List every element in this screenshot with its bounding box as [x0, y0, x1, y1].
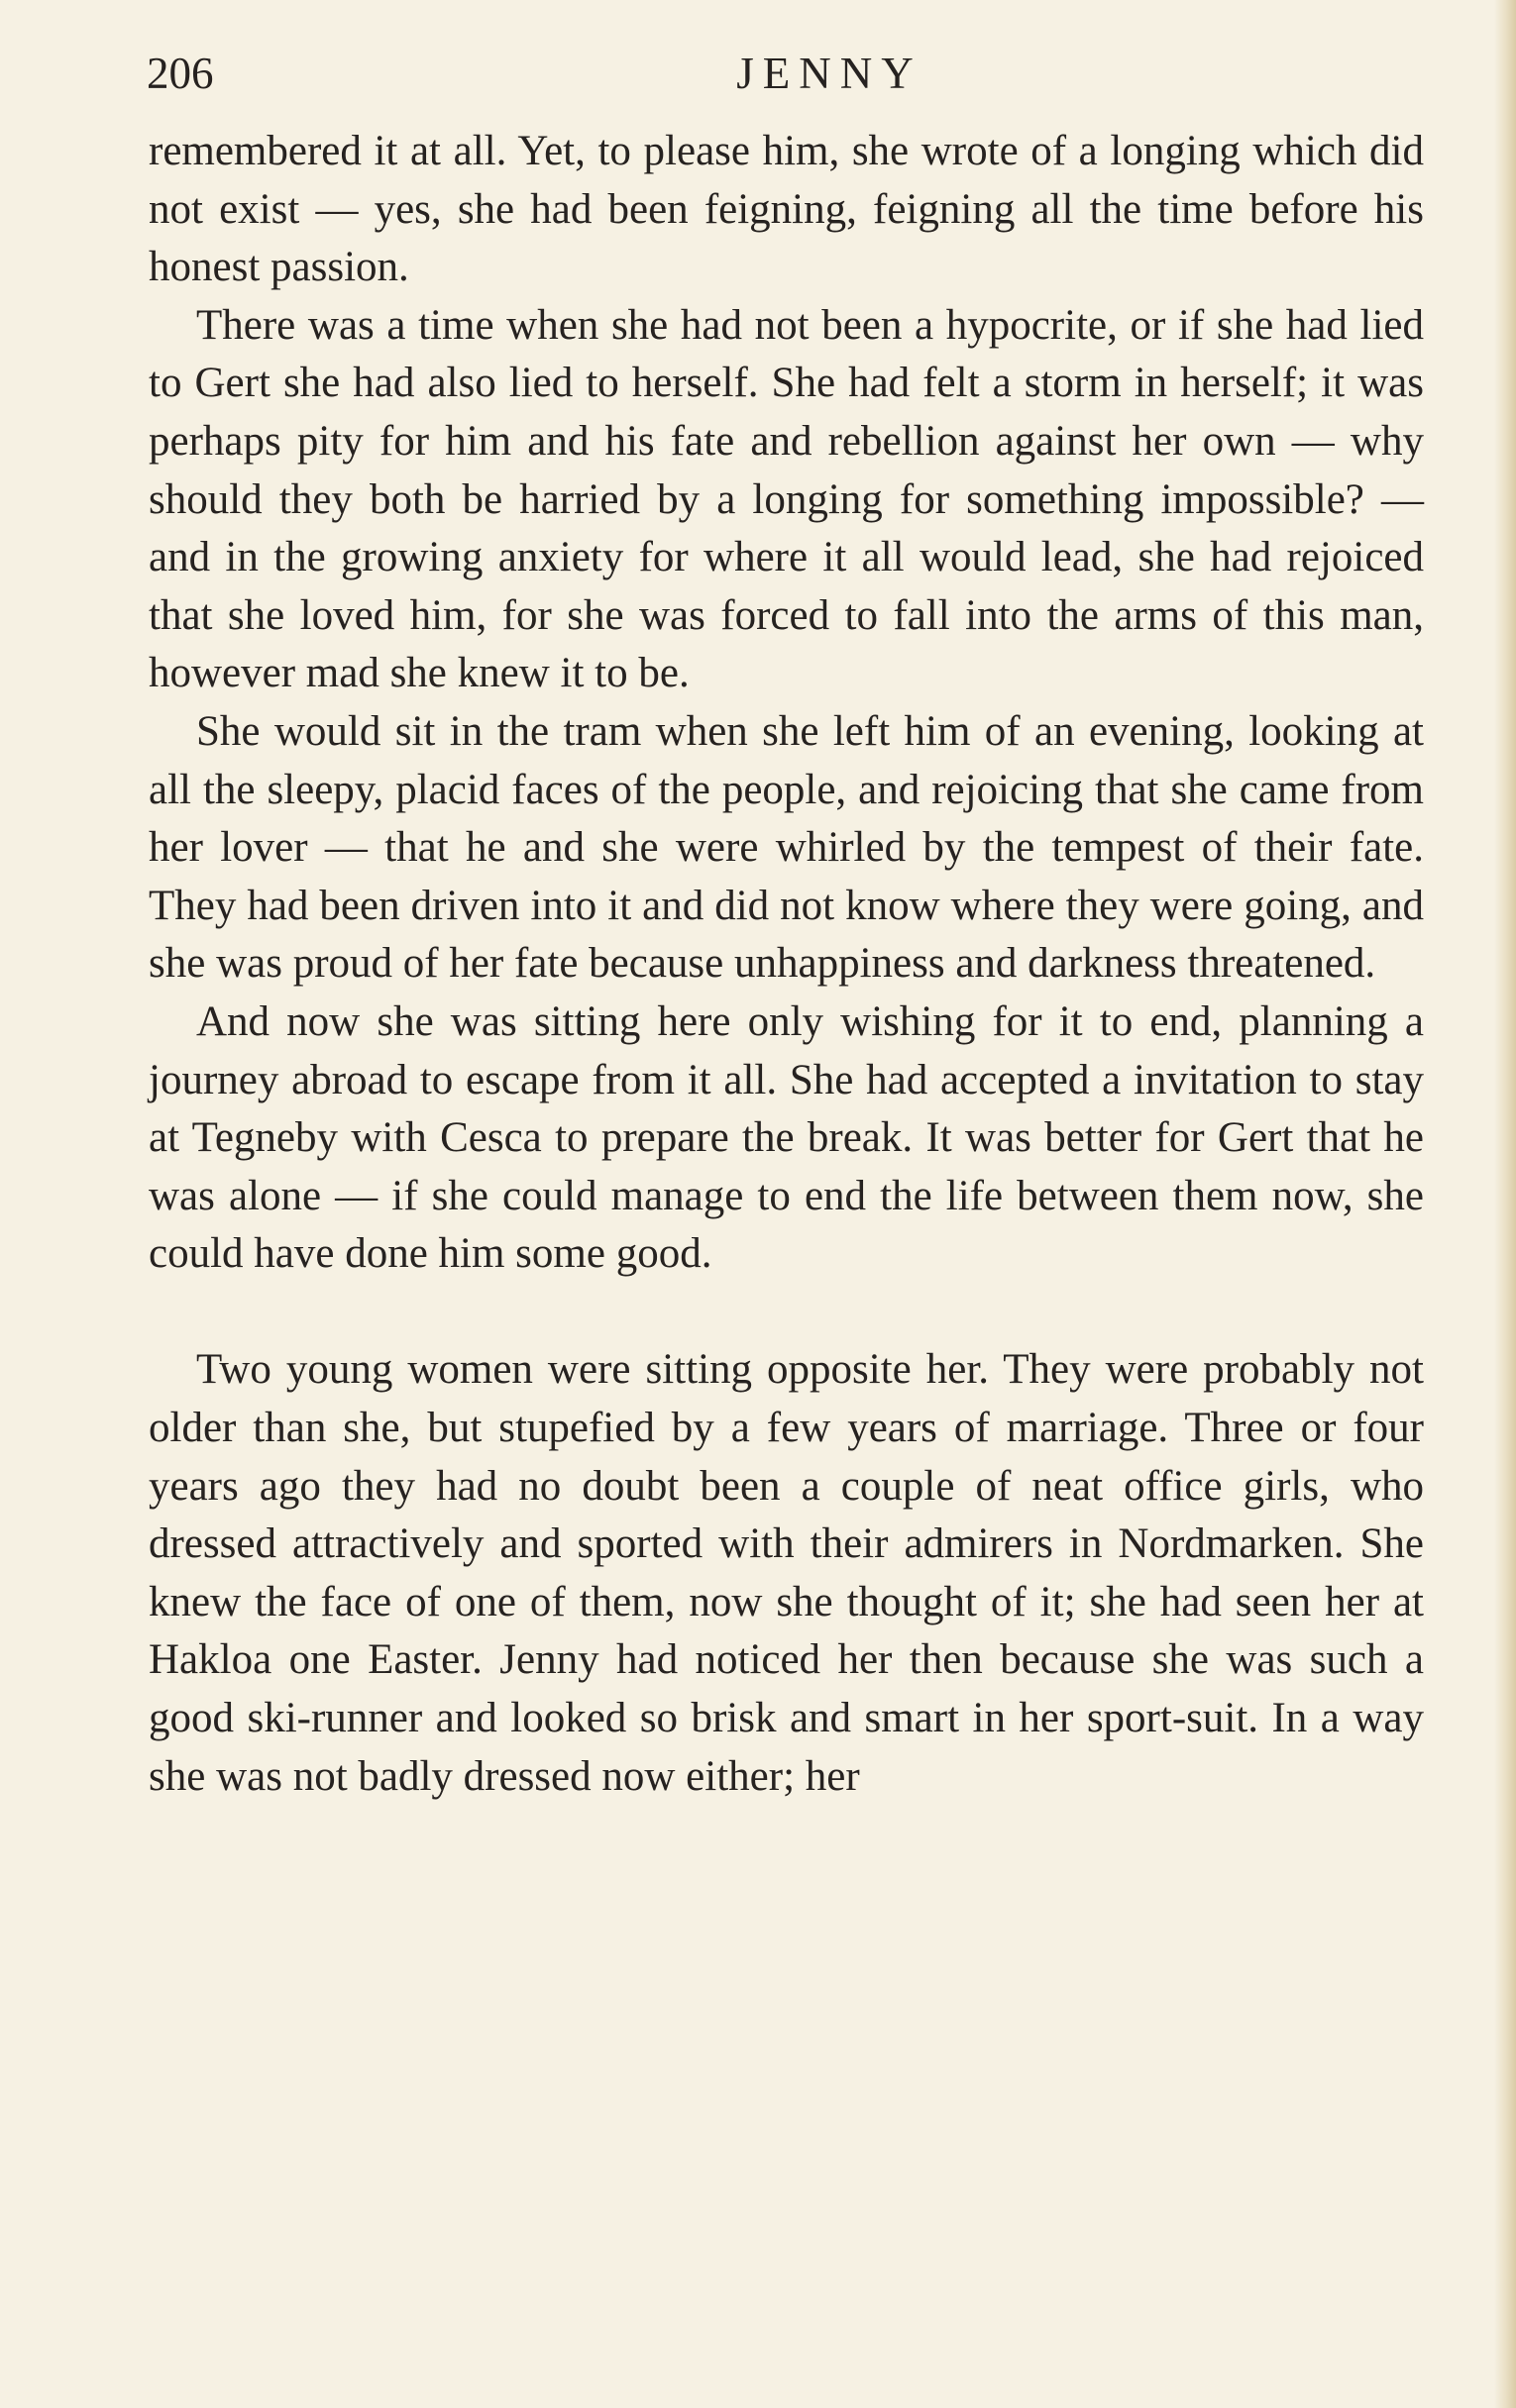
paragraph: She would sit in the tram when she left him of an evening, looking at all the sleepy, placid faces of the people, and rejoicing that she came from her lover — that he and she were whirled by the tempest of their fate. They had been driven into it and did not know where they were going, and she was proud of her fate because unhappiness and darkness threatened. — [149, 707, 1424, 988]
paragraph: There was a time when she had not been a hypocrite, or if she had lied to Gert she had also lied to herself. She had felt a storm in herself; it was perhaps pity for him and his fate and rebellion against her own — why should they both be harried by a longing for something impossible? — and in the growing anxiety for where it all would lead, she had rejoiced that she loved him, for she was forced to fall into the arms of this man, however mad she knew it to be. — [149, 301, 1424, 697]
paragraph: Two young women were sitting opposite her. They were probably not older than she, but stupefied by a few years of marriage. Three or four years ago they had no doubt been a couple of neat office girls, who dressed attractively and sported with their admirers in Nordmarken. She knew the face of one of them, now she thought of it; she had seen her at Hakloa one Easter. Jenny had noticed her then because she was such a good ski-runner and looked so brisk and smart in her sport-suit. In a way she was not badly dressed now either; her — [149, 1346, 1424, 1800]
section-break — [149, 1284, 1424, 1342]
body-text — [149, 123, 1424, 1806]
running-header — [147, 38, 1423, 107]
page-number: 206 — [147, 49, 214, 98]
paragraph-continued: remembered it at all. Yet, to please him, she wrote of a longing which did not exist — yes, she had been feigning, feigning all the time before his honest passion. — [149, 128, 1424, 291]
paragraph: And now she was sitting here only wishing for it to end, planning a journey abroad to escape from it all. She had accepted a invitation to stay at Tegneby with Cesca to prepare the break. It was better for Gert that he was alone — if she could manage to end the life between them now, she could have done him some good. — [149, 997, 1424, 1278]
running-title: JENNY — [736, 49, 922, 98]
page-edge-shadow — [1494, 0, 1516, 2408]
